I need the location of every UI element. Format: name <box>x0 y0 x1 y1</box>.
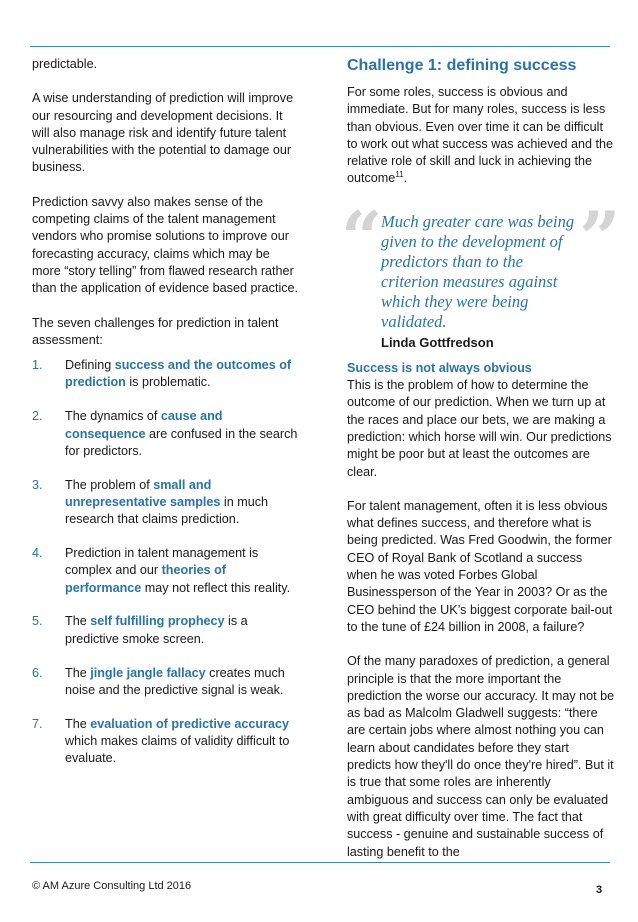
item-highlight: theories of performance <box>65 563 226 595</box>
list-item <box>32 545 300 597</box>
left-column <box>32 56 300 784</box>
item-highlight: jingle jangle fallacy <box>90 665 206 680</box>
page-number: 3 <box>596 884 603 896</box>
item-highlight: self fulfilling prophecy <box>90 614 225 629</box>
quote-text: Much greater care was being given to the development of predictors than to the criterion measures against which they were being validated. <box>381 211 575 331</box>
item-text: is a predictive smoke screen. <box>65 614 248 646</box>
paragraph: For talent management, often it is less obvious what defines success, and therefore what is being predicted. Was Fred Goodwin, the former CEO of Royal Bank of Scotland a success when he was voted Forbes Global Businessperson of the Year in 2003? Or as the CEO behind the UK’s biggest corporate bail-out to the tune of £24 billion in 2008, a failure? <box>347 498 613 634</box>
item-text: The problem of <box>65 477 154 492</box>
item-highlight: success and the outcomes of prediction <box>65 358 292 390</box>
list-item <box>32 477 300 529</box>
list-number: 1. <box>32 358 43 373</box>
list-number: 6. <box>32 665 43 680</box>
item-text: Prediction in talent management is complex and our <box>65 546 259 578</box>
item-text: The <box>65 614 91 629</box>
close-quote-icon: ” <box>579 194 621 280</box>
paragraph: A wise understanding of prediction will improve our resourcing and development decisions. It will also manage risk and identify future talent vulnerabilities with the potential to damage our business. <box>32 91 294 175</box>
intro-end: . <box>403 171 408 186</box>
open-quote-icon: “ <box>341 194 383 280</box>
list-number: 7. <box>32 716 43 731</box>
item-text: The <box>65 665 91 680</box>
paragraph: Prediction savvy also makes sense of the competing claims of the talent management vendors who promise solutions to improve our forecasting accuracy, claims which may be more “story telling” from flawed research rather than the application of evidence based practice. <box>32 194 299 296</box>
paragraph: The seven challenges for prediction in talent assessment: <box>32 315 279 347</box>
item-text: may not reflect this reality. <box>141 580 291 595</box>
list-number: 2. <box>32 409 43 424</box>
list-item <box>32 665 300 700</box>
top-rule <box>30 46 610 47</box>
list-number: 4. <box>32 546 43 561</box>
bottom-rule <box>30 862 610 863</box>
paragraph: This is the problem of how to determine the outcome of our prediction. When we turn up at the races and place our bets, we are making a prediction: which horse will win. Our predictions might be poor but at least the outcomes are clear. <box>347 378 612 479</box>
list-item <box>32 716 300 768</box>
list-item <box>32 613 300 648</box>
pull-quote <box>341 194 621 360</box>
paragraph <box>347 84 615 188</box>
quote-author: Linda Gottfredson <box>381 334 494 350</box>
item-highlight: small and unrepresentative samples <box>65 477 221 509</box>
item-highlight: cause and consequence <box>65 409 223 441</box>
challenges-list <box>32 357 300 767</box>
list-item <box>32 357 300 392</box>
list-item <box>32 408 300 460</box>
list-number: 5. <box>32 614 43 629</box>
right-column <box>341 56 621 878</box>
item-text: The dynamics of <box>65 409 161 424</box>
item-text: which makes claims of validity difficult to evaluate. <box>65 733 290 766</box>
intro-text: For some roles, success is obvious and immediate. But for many roles, success is less than obvious. Even over time it can be difficult to work out what success was achieved and the relative role of skill and luck in achieving the outcome <box>347 85 614 186</box>
item-text: are confused in the search for predictors. <box>65 426 298 458</box>
item-text: in much research that claims prediction. <box>65 494 269 527</box>
paragraph: Of the many paradoxes of prediction, a general principle is that the more important the prediction the worse our accuracy. It may not be as bad as Malcolm Gladwell suggests: “there are certain jobs where almost nothing you can learn about candidates before they start predicts how they'll do once they're hired”. But it is true that some roles are inherently ambiguous and success can only be evaluated with great difficulty over time. The fact that success - genuine and sustainable success of lasting benefit to the <box>347 654 615 859</box>
item-text: Defining <box>65 358 115 373</box>
sub-heading: Success is not always obvious <box>347 360 532 375</box>
paragraph: predictable. <box>32 57 98 71</box>
item-text: The <box>65 716 91 731</box>
list-number: 3. <box>32 477 43 492</box>
footnote-ref: 11 <box>395 170 404 180</box>
item-text: creates much noise and the predictive signal is weak. <box>65 665 285 697</box>
copyright: © AM Azure Consulting Ltd 2016 <box>32 880 192 892</box>
item-highlight: evaluation of predictive accuracy <box>90 716 289 731</box>
item-text: is problematic. <box>125 375 211 390</box>
section-heading: Challenge 1: defining success <box>347 57 577 74</box>
